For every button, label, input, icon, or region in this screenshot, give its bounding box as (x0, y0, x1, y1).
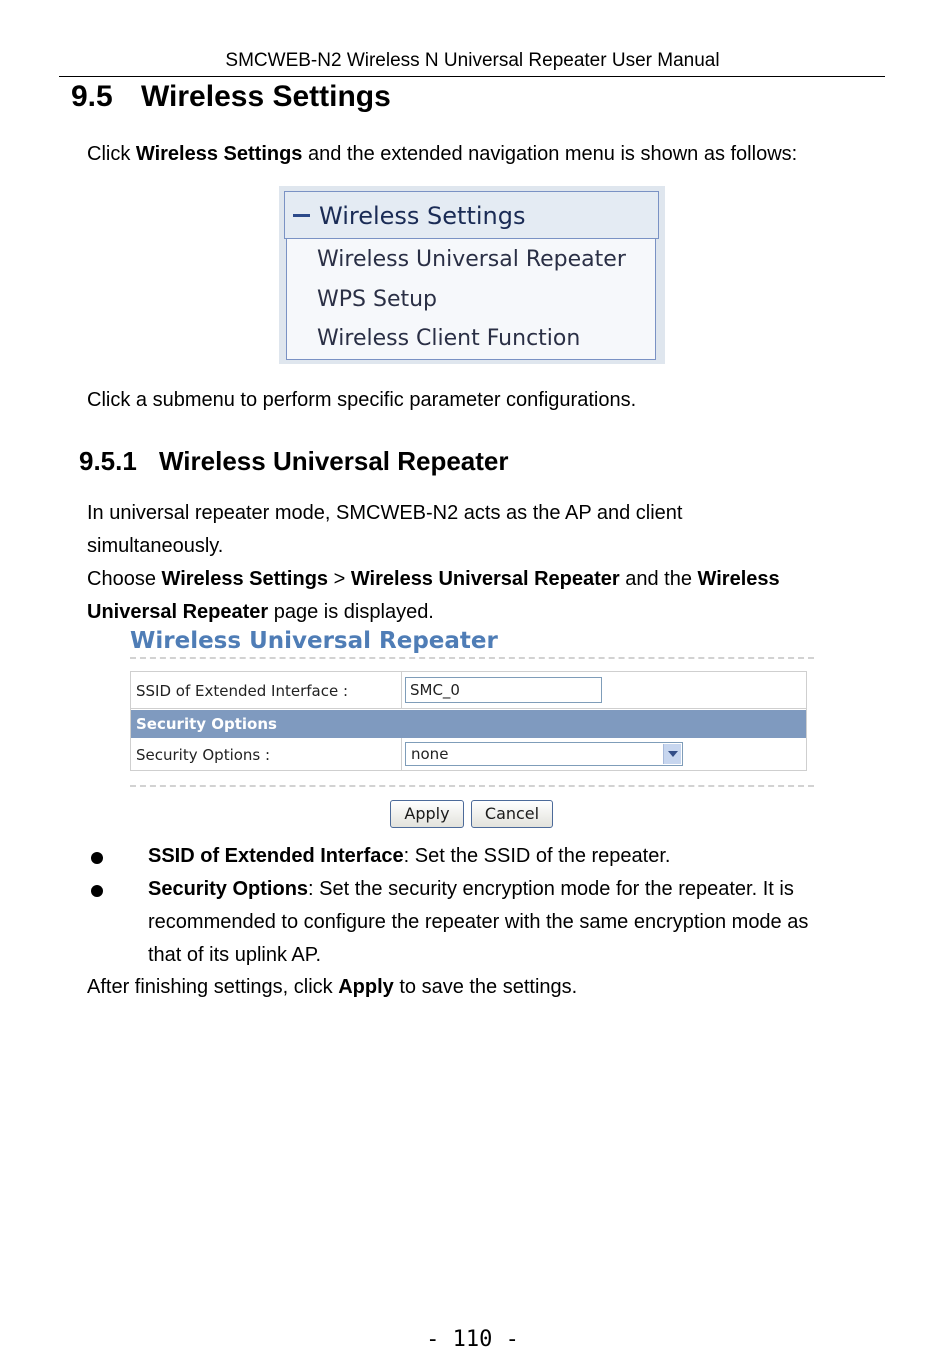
chevron-down-icon[interactable] (663, 744, 681, 764)
intro-bold: Wireless Settings (135, 143, 303, 165)
bold-run: Wireless Settings (161, 568, 329, 590)
bullet-line: recommended to configure the repeater with the same encryption mode as (148, 911, 809, 933)
column-divider (401, 738, 402, 770)
text-run: to save the settings. (393, 976, 578, 998)
security-options-select[interactable] (405, 742, 683, 766)
ssid-label: SSID of Extended Interface : (136, 682, 348, 700)
paragraph-line: simultaneously. (87, 535, 224, 557)
text-run: page is displayed. (268, 601, 434, 623)
security-options-row (131, 738, 806, 770)
text-run: > (328, 568, 351, 590)
bullet-term: SSID of Extended Interface (148, 845, 404, 867)
intro-text: Click (87, 143, 136, 165)
text-run: and the (619, 568, 698, 590)
apply-button[interactable]: Apply (390, 800, 464, 828)
bullet-item (148, 873, 888, 972)
subsection-paragraph-1 (87, 497, 682, 563)
cancel-button[interactable]: Cancel (471, 800, 553, 828)
intro-text-end: and the extended navigation menu is shown as follows: (302, 143, 798, 165)
nav-submenu (286, 239, 656, 360)
bullet-description: : Set the SSID of the repeater. (403, 845, 671, 867)
security-options-header-row (131, 710, 806, 738)
subsection-number: 9.5.1 (79, 446, 137, 476)
text-run: After finishing settings, click (87, 976, 339, 998)
nav-item-wireless-universal-repeater[interactable]: Wireless Universal Repeater (317, 247, 626, 272)
bold-run: Apply (338, 976, 394, 998)
section-title: Wireless Settings (141, 80, 391, 113)
nav-menu-header[interactable] (284, 191, 659, 239)
security-options-header: Security Options (136, 715, 277, 733)
ssid-row (131, 672, 806, 709)
bullet-term: Security Options (148, 878, 309, 900)
repeater-page-title: Wireless Universal Repeater (130, 628, 498, 654)
page-number: - 110 - (426, 1327, 519, 1352)
section-heading (71, 80, 391, 114)
nav-item-wireless-client-function[interactable]: Wireless Client Function (317, 326, 581, 351)
dashed-divider (130, 785, 814, 787)
bullet-description: : Set the security encryption mode for the repeater. It is (308, 878, 794, 900)
nav-menu-screenshot (279, 186, 665, 364)
after-menu-text: Click a submenu to perform specific parameter configurations. (87, 389, 637, 411)
subsection-heading (79, 446, 509, 477)
bullet-icon (91, 885, 103, 897)
collapse-icon[interactable] (293, 214, 310, 217)
nav-item-wps-setup[interactable]: WPS Setup (317, 287, 438, 312)
subsection-title: Wireless Universal Repeater (159, 446, 509, 476)
ssid-input[interactable]: SMC_0 (405, 677, 602, 703)
text-run: Choose (87, 568, 162, 590)
repeater-settings-table (130, 671, 807, 771)
header-rule (59, 76, 885, 77)
paragraph-line: In universal repeater mode, SMCWEB-N2 acts as the AP and client (87, 502, 683, 524)
security-options-value: none (411, 745, 449, 763)
bold-run: Universal Repeater (87, 601, 269, 623)
paragraph-line (87, 563, 780, 596)
running-header: SMCWEB-N2 Wireless N Universal Repeater User Manual (225, 50, 720, 71)
section-number: 9.5 (71, 80, 113, 113)
subsection-paragraph-2 (87, 563, 780, 629)
bold-run: Wireless Universal Repeater (350, 568, 620, 590)
bullet-icon (91, 852, 103, 864)
closing-text (87, 971, 577, 1004)
bullet-line (148, 873, 888, 906)
security-options-label: Security Options : (136, 746, 271, 764)
bullet-line: that of its uplink AP. (148, 944, 322, 966)
paragraph-line (87, 596, 780, 629)
bullet-item (148, 840, 888, 873)
bold-run: Wireless (697, 568, 780, 590)
section-intro (87, 138, 797, 171)
column-divider (401, 672, 402, 708)
nav-menu-title: Wireless Settings (319, 202, 526, 230)
dashed-divider (130, 657, 814, 659)
